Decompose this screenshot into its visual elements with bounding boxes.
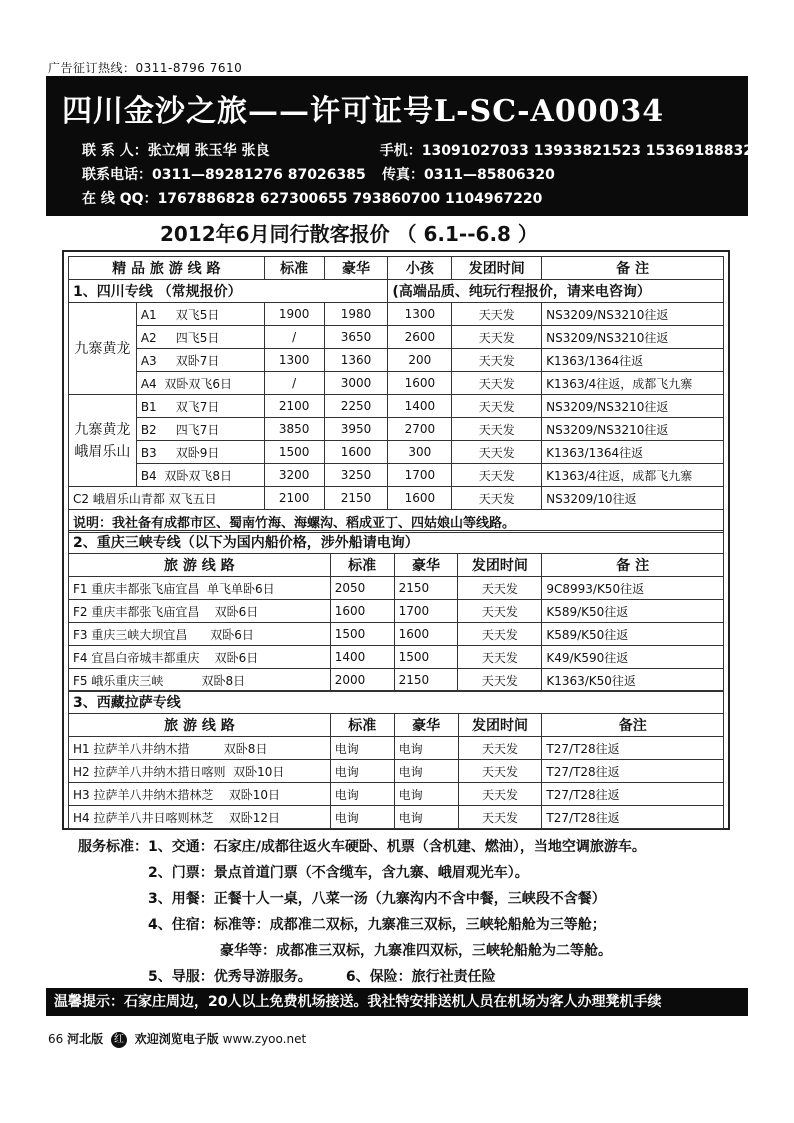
route-cell: F1 重庆丰都张飞庙宜昌 单飞单卧6日 <box>69 577 331 600</box>
departure: 天天发 <box>458 646 542 669</box>
section3-title: 3、西藏拉萨专线 <box>69 691 724 714</box>
note: NS3209/10往返 <box>542 487 724 510</box>
note: K589/K50往返 <box>542 623 724 646</box>
route-cell: F3 重庆三峡大坝宜昌 双卧6日 <box>69 623 331 646</box>
child-price: 1600 <box>388 487 452 510</box>
departure: 天天发 <box>452 349 542 372</box>
chongqing-price-table <box>68 530 724 692</box>
header-departure: 发团时间 <box>458 714 542 737</box>
contact-names: 张立炯 张玉华 张良 <box>147 143 270 159</box>
child-price: 1700 <box>388 464 452 487</box>
mobile-numbers: 13091027033 13933821523 15369188832 <box>421 143 753 159</box>
table-row <box>69 737 724 760</box>
section-title-row <box>69 280 724 303</box>
route-cell: F4 宜昌白帝城丰都重庆 双卧6日 <box>69 646 331 669</box>
tip-banner <box>46 988 748 1016</box>
departure: 天天发 <box>458 737 542 760</box>
section1-subtitle: (高端品质、纯玩行程报价，请来电咨询） <box>388 280 724 303</box>
service-tickets: 2、门票：景点首道门票（不含缆车，含九寨、峨眉观光车）。 <box>148 865 529 881</box>
agency-header <box>46 76 753 216</box>
note: K1363/K50往返 <box>542 669 724 692</box>
mobile-label: 手机： <box>379 143 422 159</box>
group-b-label: 九寨黄龙峨眉乐山 <box>69 395 137 487</box>
route-cell: F2 重庆丰都张飞庙宜昌 双卧6日 <box>69 600 331 623</box>
header-note: 备 注 <box>542 257 724 280</box>
note: NS3209/NS3210往返 <box>542 395 724 418</box>
departure: 天天发 <box>458 760 542 783</box>
page-number: 66 <box>48 1032 64 1046</box>
departure: 天天发 <box>452 372 542 395</box>
table-row <box>69 806 724 829</box>
table-row <box>69 395 724 418</box>
note: K1363/1364往返 <box>542 349 724 372</box>
header-standard: 标准 <box>264 257 324 280</box>
standard-price: 2100 <box>264 487 324 510</box>
group-a-label: 九寨黄龙 <box>69 303 137 395</box>
luxury-price: 3650 <box>324 326 388 349</box>
standard-price: / <box>264 372 324 395</box>
note: K1363/1364往返 <box>542 441 724 464</box>
luxury-price: 2150 <box>394 577 458 600</box>
departure: 天天发 <box>458 577 542 600</box>
standard-price: 1300 <box>264 349 324 372</box>
standard-price: 1500 <box>330 623 394 646</box>
header-route: 精 品 旅 游 线 路 <box>69 257 265 280</box>
luxury-price: 1600 <box>324 441 388 464</box>
luxury-price: 3950 <box>324 418 388 441</box>
luxury-price: 2250 <box>324 395 388 418</box>
standard-price: 1400 <box>330 646 394 669</box>
tibet-price-table <box>68 690 724 829</box>
departure: 天天发 <box>452 487 542 510</box>
note: T27/T28往返 <box>542 737 724 760</box>
header-standard: 标准 <box>330 554 394 577</box>
luxury-price: 1500 <box>394 646 458 669</box>
table-row <box>69 487 724 510</box>
service-guide: 5、导服：优秀导游服务。 <box>148 969 312 985</box>
fax-label: 传真： <box>382 167 424 183</box>
table-row <box>69 669 724 692</box>
departure: 天天发 <box>458 783 542 806</box>
departure: 天天发 <box>452 441 542 464</box>
welcome-text: 欢迎浏览电子版 <box>134 1032 219 1046</box>
header-note: 备注 <box>542 714 724 737</box>
route-cell: B4 双卧双飞8日 <box>136 464 264 487</box>
service-meals: 3、用餐：正餐十人一桌，八菜一汤（九寨沟内不含中餐，三峡段不含餐） <box>148 891 606 907</box>
header-luxury: 豪华 <box>394 554 458 577</box>
note: K49/K590往返 <box>542 646 724 669</box>
section2-title: 2、重庆三峡专线（以下为国内船价格，涉外船请电询） <box>69 531 724 554</box>
page-footer <box>48 1030 306 1048</box>
luxury-price: 2150 <box>394 669 458 692</box>
luxury-price: 1360 <box>324 349 388 372</box>
table-row <box>69 464 724 487</box>
table-row <box>69 600 724 623</box>
route-cell: A1 双飞5日 <box>136 303 264 326</box>
luxury-price: 3250 <box>324 464 388 487</box>
header-luxury: 豪华 <box>394 714 458 737</box>
route-cell: H3 拉萨羊八井纳木措林芝 双卧10日 <box>69 783 331 806</box>
note: NS3209/NS3210往返 <box>542 326 724 349</box>
contact-row <box>82 140 753 160</box>
phone-numbers: 0311—89281276 87026385 <box>152 167 366 183</box>
luxury-price: 电询 <box>394 760 458 783</box>
child-price: 2700 <box>388 418 452 441</box>
note: 9C8993/K50往返 <box>542 577 724 600</box>
qq-numbers: 1767886828 627300655 793860700 1104967220 <box>157 191 543 207</box>
header-child: 小孩 <box>388 257 452 280</box>
departure: 天天发 <box>458 806 542 829</box>
fax-number: 0311—85806320 <box>424 167 555 183</box>
luxury-price: 1600 <box>394 623 458 646</box>
departure: 天天发 <box>452 418 542 441</box>
route-cell: B1 双飞7日 <box>136 395 264 418</box>
child-price: 1400 <box>388 395 452 418</box>
qq-label: 在 线 QQ： <box>82 191 158 207</box>
sichuan-price-table <box>68 256 724 533</box>
departure: 天天发 <box>458 600 542 623</box>
edition-label: 河北版 <box>67 1032 104 1046</box>
service-transport: 服务标准：1、交通：石家庄/成都往返火车硬卧、机票（含机建、燃油），当地空调旅游车。 <box>78 839 646 855</box>
standard-price: 2000 <box>330 669 394 692</box>
child-price: 200 <box>388 349 452 372</box>
section1-note: 说明：我社备有成都市区、蜀南竹海、海螺沟、稻成亚丁、四姑娘山等线路。 <box>69 510 724 533</box>
header-luxury: 豪华 <box>324 257 388 280</box>
luxury-price: 电询 <box>394 783 458 806</box>
standard-price: / <box>264 326 324 349</box>
departure: 天天发 <box>458 669 542 692</box>
standard-price: 电询 <box>330 806 394 829</box>
service-lodging-standard: 4、住宿：标准等：成都准二双标，九寨准三双标，三峡轮船舱为三等舱； <box>148 917 606 933</box>
ad-hotline: 广告征订热线：0311-8796 7610 <box>48 61 243 75</box>
route-cell: B2 四飞7日 <box>136 418 264 441</box>
service-insurance: 6、保险：旅行社责任险 <box>345 969 496 985</box>
service-guide-insurance <box>78 964 646 990</box>
standard-price: 电询 <box>330 783 394 806</box>
child-price: 1300 <box>388 303 452 326</box>
departure: 天天发 <box>452 326 542 349</box>
table-header-row <box>69 257 724 280</box>
table-row <box>69 418 724 441</box>
standard-price: 电询 <box>330 737 394 760</box>
note: K1363/4往返，成都飞九寨 <box>542 372 724 395</box>
note: K589/K50往返 <box>542 600 724 623</box>
magazine-logo-icon: 红 <box>111 1032 127 1048</box>
header-departure: 发团时间 <box>452 257 542 280</box>
route-cell: H1 拉萨羊八井纳木措 双卧8日 <box>69 737 331 760</box>
standard-price: 1900 <box>264 303 324 326</box>
table-row <box>69 646 724 669</box>
child-price: 300 <box>388 441 452 464</box>
departure: 天天发 <box>452 303 542 326</box>
standard-price: 1600 <box>330 600 394 623</box>
qq-row <box>82 188 542 208</box>
luxury-price: 电询 <box>394 806 458 829</box>
service-lodging-luxury: 豪华等：成都准三双标，九寨准四双标，三峡轮船舱为二等舱。 <box>220 943 612 959</box>
luxury-price: 3000 <box>324 372 388 395</box>
header-route: 旅 游 线 路 <box>69 714 331 737</box>
website-link[interactable]: www.zyoo.net <box>222 1032 307 1046</box>
luxury-price: 1980 <box>324 303 388 326</box>
route-cell: C2 峨眉乐山青都 双飞五日 <box>69 487 265 510</box>
child-price: 2600 <box>388 326 452 349</box>
route-cell: A2 四飞5日 <box>136 326 264 349</box>
header-departure: 发团时间 <box>458 554 542 577</box>
section-title-row <box>69 531 724 554</box>
table-row <box>69 577 724 600</box>
table-row <box>69 783 724 806</box>
route-cell: H4 拉萨羊八井日喀则林芝 双卧12日 <box>69 806 331 829</box>
note: NS3209/NS3210往返 <box>542 303 724 326</box>
note: K1363/4往返，成都飞九寨 <box>542 464 724 487</box>
standard-price: 2100 <box>264 395 324 418</box>
departure: 天天发 <box>458 623 542 646</box>
standard-price: 2050 <box>330 577 394 600</box>
agency-title: 四川金沙之旅——许可证号L-SC-A00034 <box>62 94 665 129</box>
section-title-row <box>69 691 724 714</box>
contact-label: 联 系 人： <box>82 143 148 159</box>
section1-title: 1、四川专线 （常规报价） <box>69 280 388 303</box>
note: NS3209/NS3210往返 <box>542 418 724 441</box>
phone-row <box>82 164 555 184</box>
route-cell: H2 拉萨羊八井纳木措日喀则 双卧10日 <box>69 760 331 783</box>
departure: 天天发 <box>452 464 542 487</box>
luxury-price: 1700 <box>394 600 458 623</box>
route-cell: B3 双卧9日 <box>136 441 264 464</box>
route-cell: A3 双卧7日 <box>136 349 264 372</box>
phone-label: 联系电话： <box>82 167 152 183</box>
standard-price: 1500 <box>264 441 324 464</box>
departure: 天天发 <box>452 395 542 418</box>
child-price: 1600 <box>388 372 452 395</box>
header-route: 旅 游 线 路 <box>69 554 331 577</box>
table-header-row <box>69 714 724 737</box>
table-row <box>69 326 724 349</box>
header-standard: 标准 <box>330 714 394 737</box>
standard-price: 3850 <box>264 418 324 441</box>
note: T27/T28往返 <box>542 760 724 783</box>
note: T27/T28往返 <box>542 806 724 829</box>
table-header-row <box>69 554 724 577</box>
route-cell: A4 双卧双飞6日 <box>136 372 264 395</box>
tip-text: 温馨提示：石家庄周边，20人以上免费机场接送。我社特安排送机人员在机场为客人办理凳机手续 <box>54 994 662 1010</box>
service-standards <box>78 834 646 990</box>
table-row <box>69 372 724 395</box>
note: T27/T28往返 <box>542 783 724 806</box>
standard-price: 3200 <box>264 464 324 487</box>
table-row <box>69 441 724 464</box>
table-row <box>69 303 724 326</box>
standard-price: 电询 <box>330 760 394 783</box>
table-row <box>69 760 724 783</box>
route-cell: F5 峨乐重庆三峡 双卧8日 <box>69 669 331 692</box>
table-row <box>69 623 724 646</box>
luxury-price: 电询 <box>394 737 458 760</box>
header-note: 备 注 <box>542 554 724 577</box>
main-title: 2012年6月同行散客报价 （ 6.1--6.8 ） <box>160 222 538 246</box>
luxury-price: 2150 <box>324 487 388 510</box>
table-row <box>69 349 724 372</box>
